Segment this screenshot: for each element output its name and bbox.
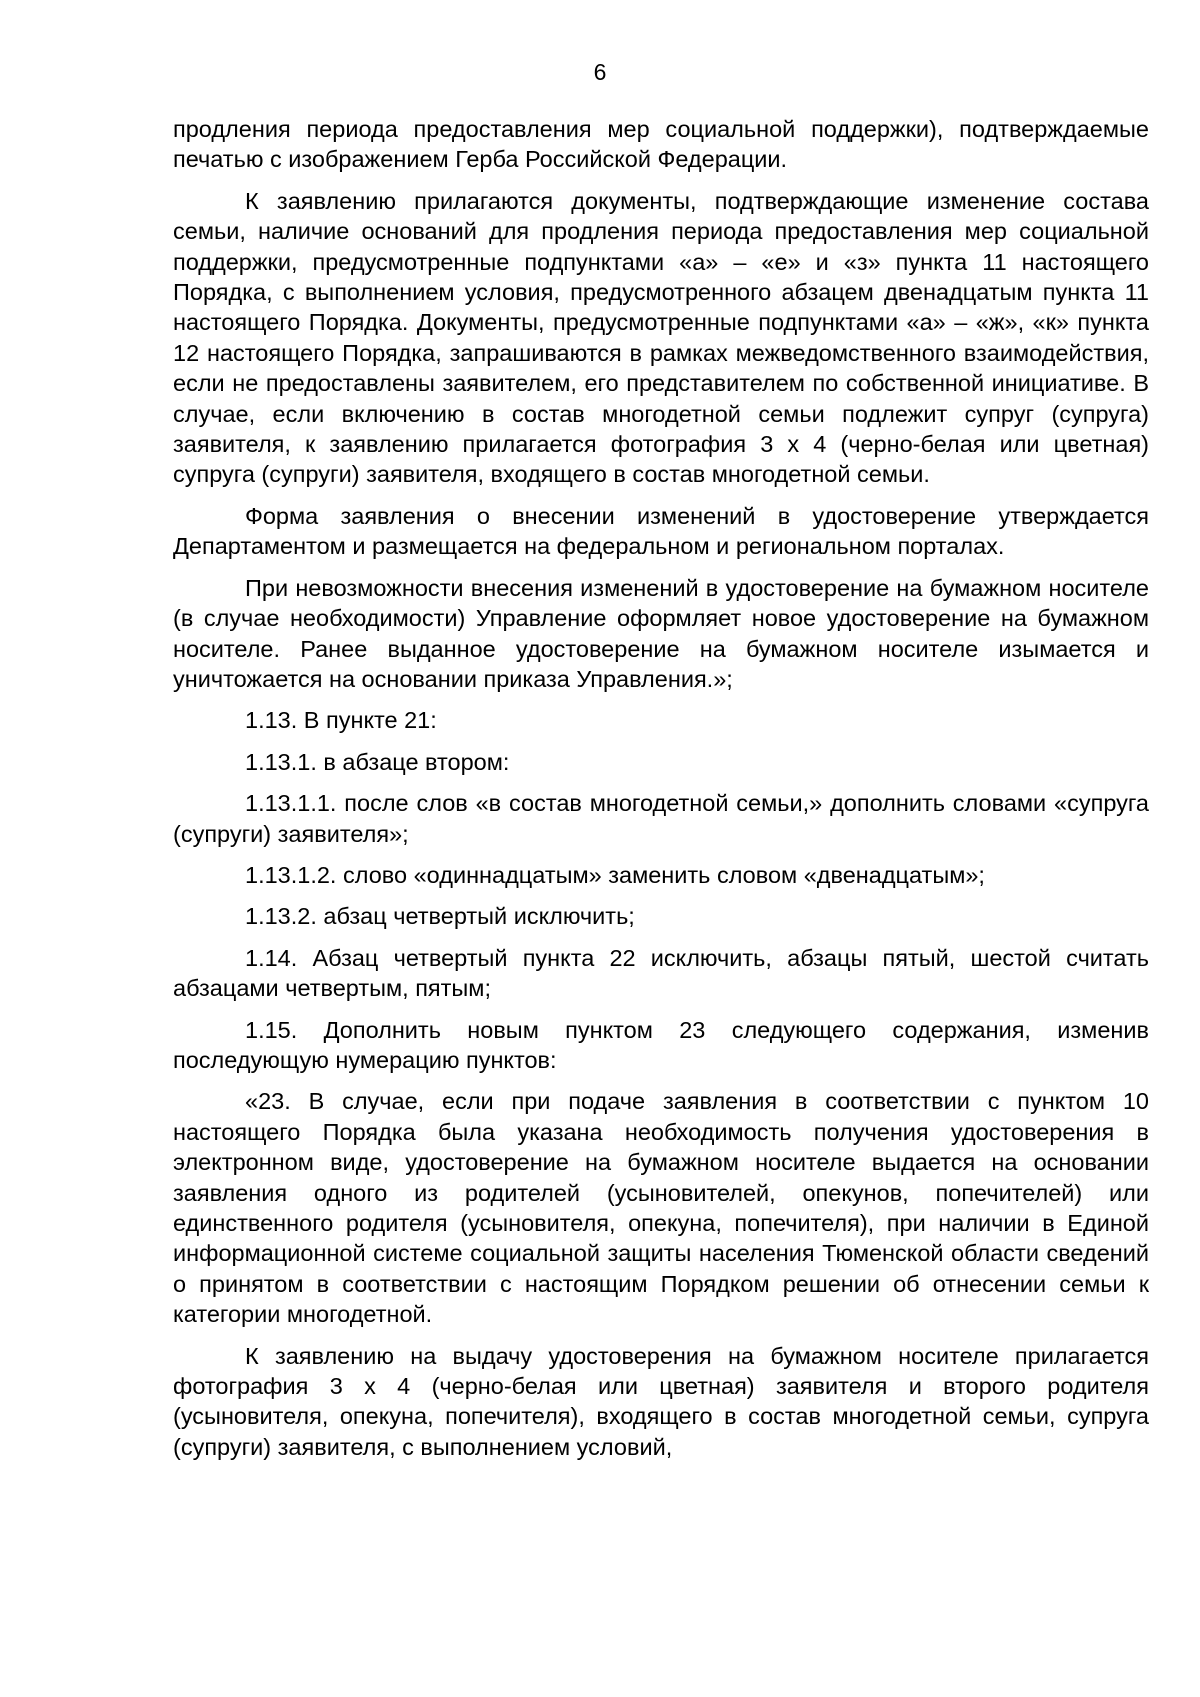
paragraph-item-1-13-1-1: 1.13.1.1. после слов «в состав многодетной семьи,» дополнить словами «супруга (супруги) заявителя»; xyxy=(173,790,1149,847)
paragraph-item-1-13-1-2: 1.13.1.2. слово «одиннадцатым» заменить словом «двенадцатым»; xyxy=(245,861,985,888)
paragraph-item-1-14: 1.14. Абзац четвертый пункта 22 исключить, абзацы пятый, шестой считать абзацами четвертым, пятым; xyxy=(173,944,1149,1002)
paragraph-point-23: «23. В случае, если при подаче заявления в соответствии с пунктом 10 настоящего Порядка была указана необходимость получения удостоверения в электронном виде, удостоверение на бумажном носителе выдается на основании заявления одного из родителей (усыновителей, опекунов, попечителей) или единственного родителя (усыновителя, опекуна, попечителя), при наличии в Единой информационной системе социальной защиты населения Тюменской области сведений о принятом в соответствии с настоящим Порядком решении об отнесении семьи к категории многодетной. xyxy=(173,1088,1149,1328)
document-body xyxy=(173,114,1149,1473)
paragraph-continuation: продления периода предоставления мер социальной поддержки), подтверждаемые печатью с изображением Герба Российской Федерации. xyxy=(173,116,1149,173)
paragraph-attached-documents: К заявлению прилагаются документы, подтверждающие изменение состава семьи, наличие оснований для продления периода предоставления мер социальной поддержки, предусмотренные подпунктами «а» – «е» и «з» пункта 11 настоящего Порядка, с выполнением условия, предусмотренного абзацем двенадцатым пункта 11 настоящего Порядка. Документы, предусмотренные подпунктами «а» – «ж», «к» пункта 12 настоящего Порядка, запрашиваются в рамках межведомственного взаимодействия, если не предоставлены заявителем, его представителем по собственной инициативе. В случае, если включению в состав многодетной семьи подлежит супруг (супруга) заявителя, к заявлению прилагается фотография 3 х 4 (черно-белая или цветная) супруга (супруги) заявителя, входящего в состав многодетной семьи. xyxy=(173,187,1149,488)
page-number: 6 xyxy=(593,59,607,85)
paragraph-item-1-13-2: 1.13.2. абзац четвертый исключить; xyxy=(245,903,635,930)
paragraph-new-certificate: При невозможности внесения изменений в удостоверение на бумажном носителе (в случае необходимости) Управление оформляет новое удостоверение на бумажном носителе. Ранее выданное удостоверение на бумажном носителе изымается и уничтожается на основании приказа Управления.»; xyxy=(173,574,1149,692)
paragraph-application-form: Форма заявления о внесении изменений в удостоверение утверждается Департаментом и размещается на федеральном и региональном порталах. xyxy=(173,502,1149,560)
paragraph-item-1-15: 1.15. Дополнить новым пунктом 23 следующего содержания, изменив последующую нумерацию пунктов: xyxy=(173,1016,1149,1073)
paragraph-photo-requirement: К заявлению на выдачу удостоверения на бумажном носителе прилагается фотография 3 х 4 (черно-белая или цветная) заявителя и второго родителя (усыновителя, опекуна, попечителя), входящего в состав многодетной семьи, супруга (супруги) заявителя, с выполнением условий, xyxy=(173,1342,1149,1460)
paragraph-item-1-13-1: 1.13.1. в абзаце втором: xyxy=(245,748,510,775)
paragraph-item-1-13: 1.13. В пункте 21: xyxy=(245,707,437,734)
